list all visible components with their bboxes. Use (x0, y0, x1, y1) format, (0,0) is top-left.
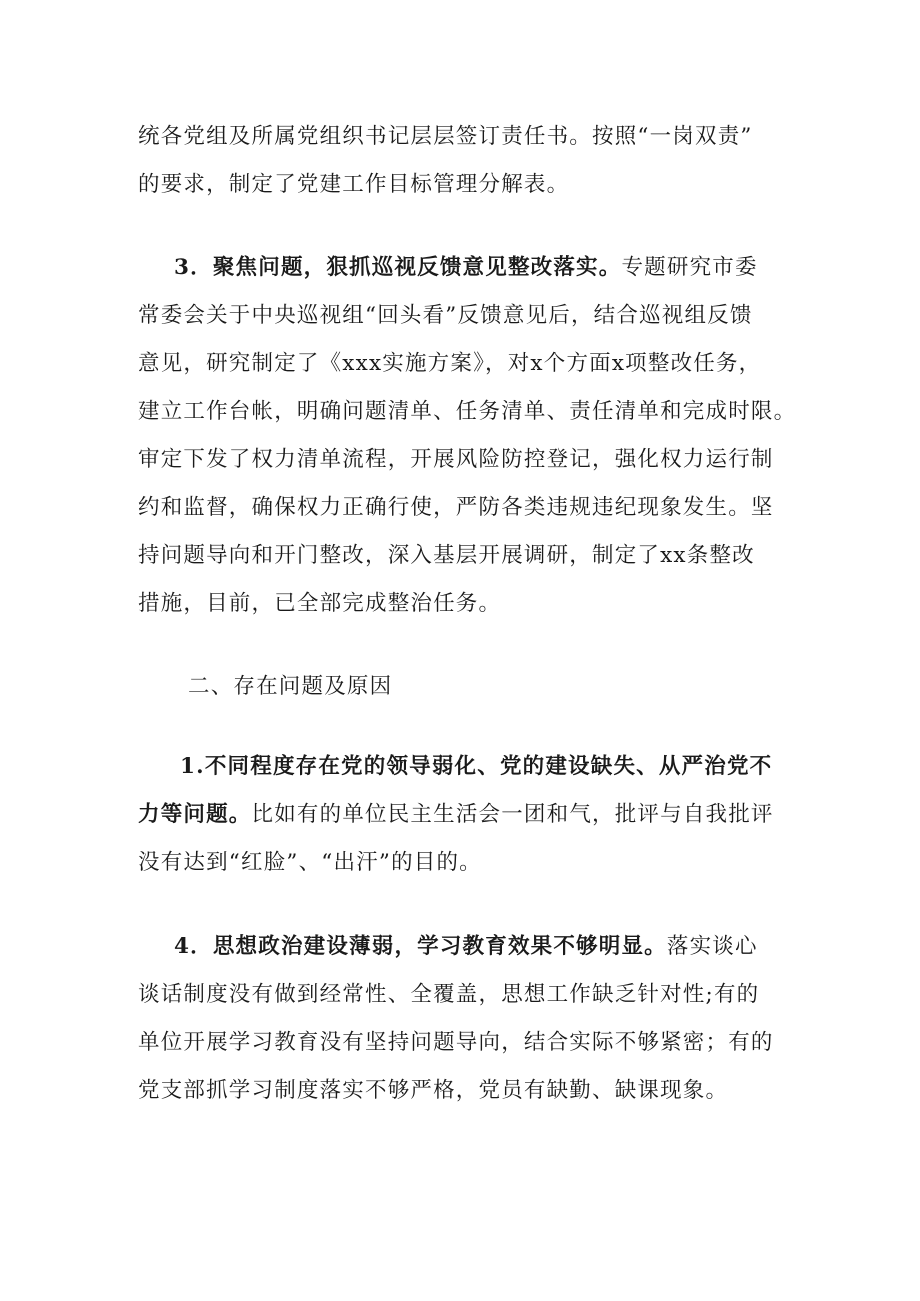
paragraph-ideological-building (138, 923, 788, 1115)
text-line: 常委会关于中央巡视组“回头看”反馈意见后，结合巡视组反馈 (138, 303, 753, 328)
text-run: 专题研究市委 (621, 255, 758, 280)
paragraph-heading: 4．思想政治建设薄弱，学习教育效果不够明显。 (174, 934, 667, 959)
paragraph-party-leadership (138, 743, 788, 887)
text-line: 审定下发了权力清单流程，开展风险防控登记，强化权力运行制 (138, 447, 774, 472)
text-line: 谈话制度没有做到经常性、全覆盖，思想工作缺乏针对性;有的 (138, 982, 760, 1007)
paragraph-heading: 力等问题。 (138, 802, 252, 827)
text-line (138, 244, 788, 292)
paragraph-inspection-rectification (138, 244, 797, 628)
paragraph-heading: 3．聚焦问题，狠抓巡视反馈意见整改落实。 (174, 255, 622, 280)
text-line: 党支部抓学习制度落实不够严格，党员有缺勤、缺课现象。 (138, 1078, 729, 1103)
text-line (138, 743, 788, 791)
text-run: 落实谈心 (666, 934, 758, 959)
paragraph-heading: 1.不同程度存在党的领导弱化、党的建设缺失、从严治党不 (180, 754, 773, 779)
text-line: 措施，目前，已全部完成整治任务。 (138, 591, 502, 616)
text-line: 建立工作台帐，明确问题清单、任务清单、责任清单和完成时限。 (138, 399, 797, 424)
text-line: 单位开展学习教育没有坚持问题导向，结合实际不够紧密；有的 (138, 1030, 774, 1055)
text-line: 没有达到“红脸”、“出汗”的目的。 (138, 850, 482, 875)
text-line (138, 923, 788, 971)
text-line: 意见，研究制定了《xxx实施方案》，对x个方面x项整改任务， (138, 351, 762, 376)
section-title (138, 663, 788, 711)
paragraph-responsibility (138, 113, 788, 209)
text-line: 统各党组及所属党组织书记层层签订责任书。按照“一岗双责” (138, 124, 753, 149)
text-line (138, 791, 788, 839)
text-line: 持问题导向和开门整改，深入基层开展调研，制定了xx条整改 (138, 543, 755, 568)
section-title-text: 二、存在问题及原因 (188, 674, 393, 699)
text-line: 约和监督，确保权力正确行使，严防各类违规违纪现象发生。坚 (138, 495, 774, 520)
text-run: 比如有的单位民主生活会一团和气，批评与自我批评 (251, 802, 774, 827)
text-line: 的要求，制定了党建工作目标管理分解表。 (138, 172, 570, 197)
